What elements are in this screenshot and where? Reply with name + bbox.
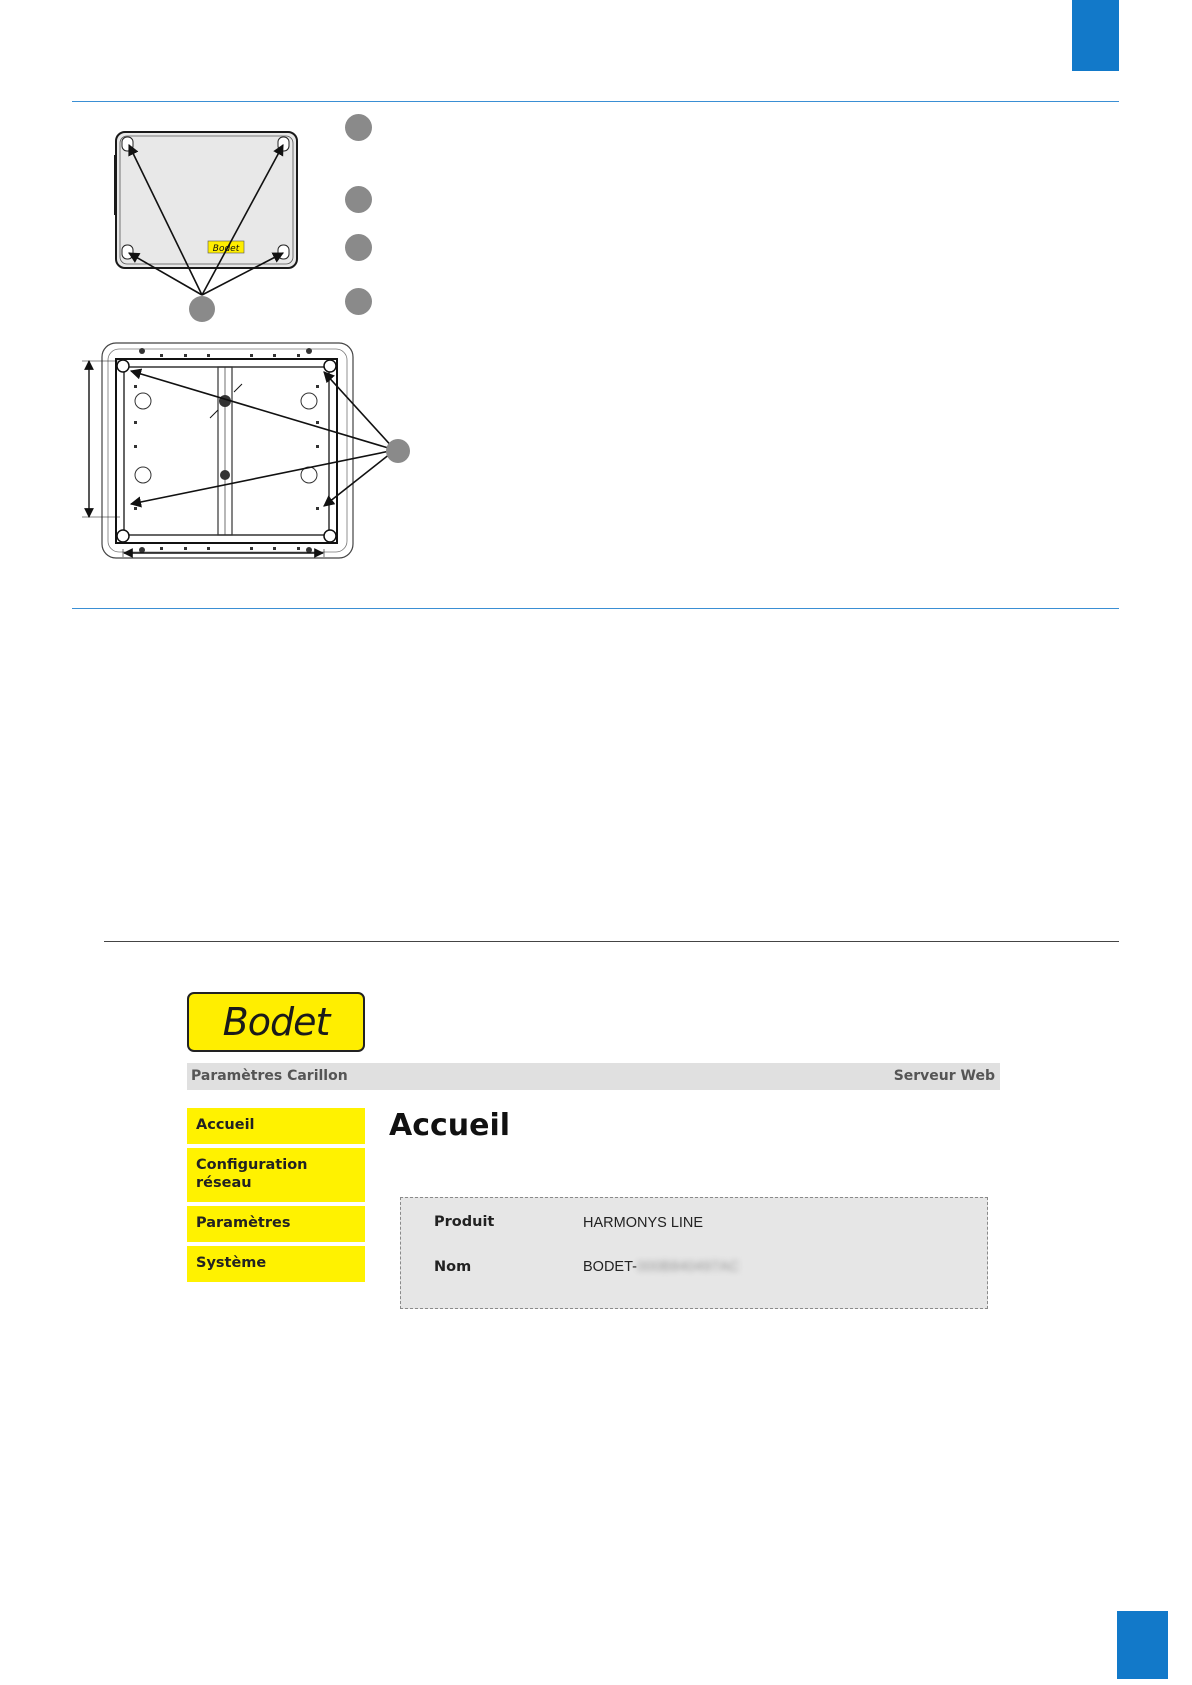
menu-item-configuration-reseau[interactable] [187,1148,365,1202]
menu-item-parametres[interactable] [187,1206,365,1242]
section-rule-top [72,101,1119,102]
page-title: Accueil [389,1108,511,1143]
enclosure-front-view [114,132,297,322]
header-server-label: Serveur Web [893,1068,995,1084]
page-tab-top [1072,0,1119,71]
enclosure-back-view [82,343,410,558]
menu-item-label: Paramètres [196,1215,291,1231]
bodet-logo [187,992,365,1052]
product-label: Produit [434,1214,495,1230]
enclosure-diagram [72,115,417,565]
product-info-box [400,1197,988,1309]
menu-item-accueil[interactable] [187,1108,365,1144]
menu-item-label: Système [196,1255,267,1271]
page-tab-bottom [1117,1611,1168,1679]
callout-circle-back [386,439,410,463]
bodet-logo-text: Bodet [222,1000,330,1044]
menu-item-systeme[interactable] [187,1246,365,1282]
callout-circle-front [189,296,215,322]
name-value [583,1259,739,1275]
web-header-bar [187,1063,1000,1090]
svg-text:Bodet: Bodet [212,244,240,254]
header-app-title: Paramètres Carillon [191,1068,348,1084]
name-value-prefix: BODET- [583,1259,637,1275]
section-rule-bottom [72,608,1119,609]
screenshot-rule [104,941,1119,942]
name-value-blurred: 000B840497AC [636,1259,740,1275]
menu-item-label: Accueil [196,1117,255,1133]
menu-item-label: Configuration réseau [196,1157,308,1191]
name-label: Nom [434,1259,472,1275]
product-value: HARMONYS LINE [583,1215,704,1231]
